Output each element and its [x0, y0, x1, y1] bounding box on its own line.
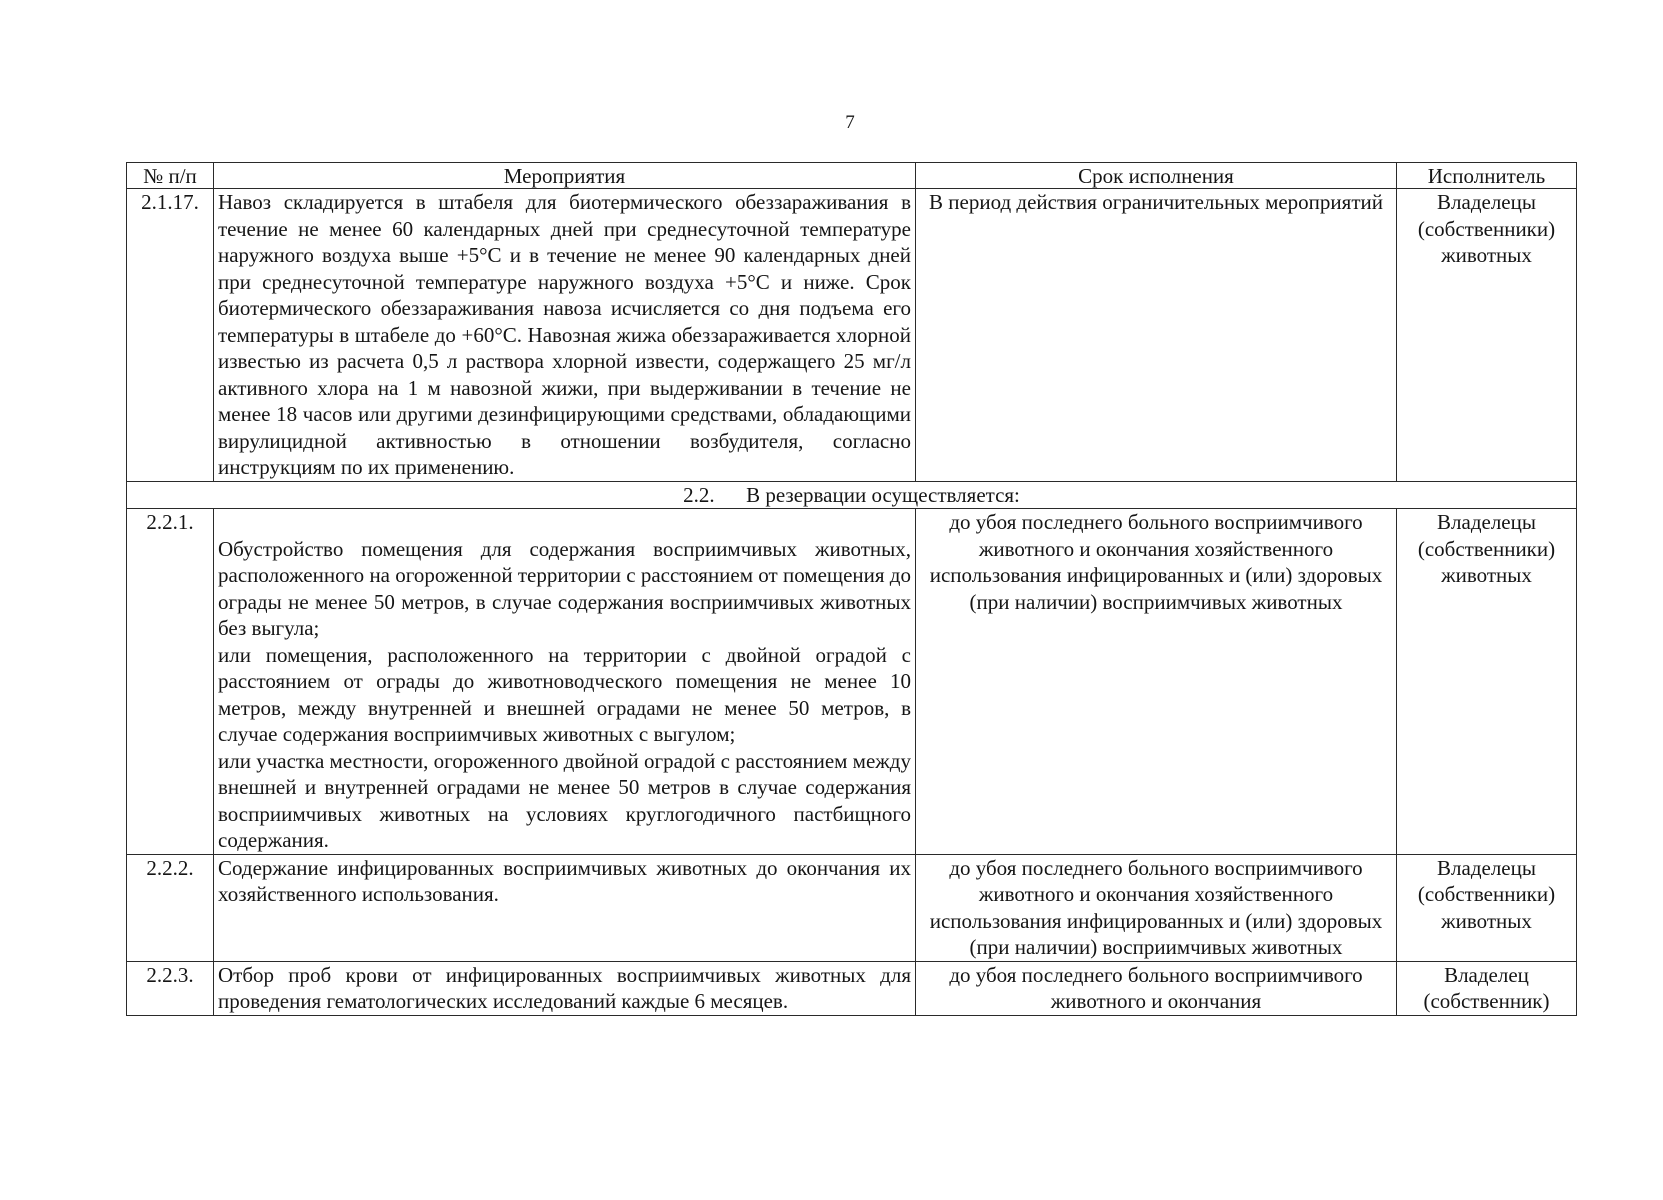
row-number: 2.1.17. — [127, 189, 214, 482]
header-term: Срок исполнения — [916, 163, 1397, 189]
row-action: Содержание инфицированных восприимчивых животных до окончания их хозяйственного использования. — [214, 854, 916, 961]
row-action-paragraph: или участка местности, огороженного двойной оградой с расстоянием между внешней и внутренней оградами не менее 50 метров в случае содержания восприимчивых животных на условиях круглогодичного пастбищного содержания. — [218, 748, 911, 852]
row-number: 2.2.2. — [127, 854, 214, 961]
row-action: Навоз складируется в штабеля для биотермического обеззараживания в течение не менее 60 календарных дней при среднесуточной температуре наружного воздуха выше +5°С и в течение не менее 90 календарных дней при среднесуточной температуре наружного воздуха +5°С и ниже. Срок биотермического обеззараживания навоза исчисляется со дня подъема его температуры в штабеле до +60°С. Навозная жижа обеззараживается хлорной известью из расчета 0,5 л раствора хлорной извести, содержащего 25 мг/л активного хлора на 1 м навозной жижи, при выдерживании в течение не менее 18 часов или другими дезинфицирующими средствами, обладающими вирулицидной активностью в отношении возбудителя, согласно инструкциям по их применению. — [214, 189, 916, 482]
row-action: Отбор проб крови от инфицированных восприимчивых животных для проведения гематологических исследований каждые 6 месяцев. — [214, 961, 916, 1015]
row-executor: Владелец (собственник) — [1397, 961, 1577, 1015]
table-row — [127, 509, 1577, 855]
row-action-paragraph: Обустройство помещения для содержания восприимчивых животных, расположенного на огороженной территории с расстоянием от помещения до ограды не менее 50 метров, в случае содержания восприимчивых животных без выгула; — [218, 536, 911, 640]
table-row — [127, 854, 1577, 961]
table-row — [127, 189, 1577, 482]
measures-table — [126, 162, 1577, 1016]
row-executor: Владелецы (собственники) животных — [1397, 509, 1577, 855]
row-term: до убоя последнего больного восприимчивого животного и окончания — [916, 961, 1397, 1015]
row-term: до убоя последнего больного восприимчивого животного и окончания хозяйственного использования инфицированных и (или) здоровых (при наличии) восприимчивых животных — [916, 854, 1397, 961]
header-action: Мероприятия — [214, 163, 916, 189]
row-action — [214, 509, 916, 855]
row-action-paragraph: или помещения, расположенного на территории с двойной оградой с расстоянием от ограды до животноводческого помещения не менее 10 метров, между внутренней и внешней оградами не менее 50 метров, в случае содержания восприимчивых животных с выгулом; — [218, 642, 911, 746]
table-row — [127, 961, 1577, 1015]
section-title: 2.2. В резервации осуществляется: — [127, 481, 1577, 509]
header-num: № п/п — [127, 163, 214, 189]
row-number: 2.2.1. — [127, 509, 214, 855]
section-row — [127, 481, 1577, 509]
row-number: 2.2.3. — [127, 961, 214, 1015]
table-header-row — [127, 163, 1577, 189]
row-executor: Владелецы (собственники) животных — [1397, 854, 1577, 961]
row-executor: Владелецы (собственники) животных — [1397, 189, 1577, 482]
header-executor: Исполнитель — [1397, 163, 1577, 189]
row-term: до убоя последнего больного восприимчивого животного и окончания хозяйственного использования инфицированных и (или) здоровых (при наличии) восприимчивых животных — [916, 509, 1397, 855]
page-number: 7 — [845, 112, 855, 133]
row-term: В период действия ограничительных мероприятий — [916, 189, 1397, 482]
